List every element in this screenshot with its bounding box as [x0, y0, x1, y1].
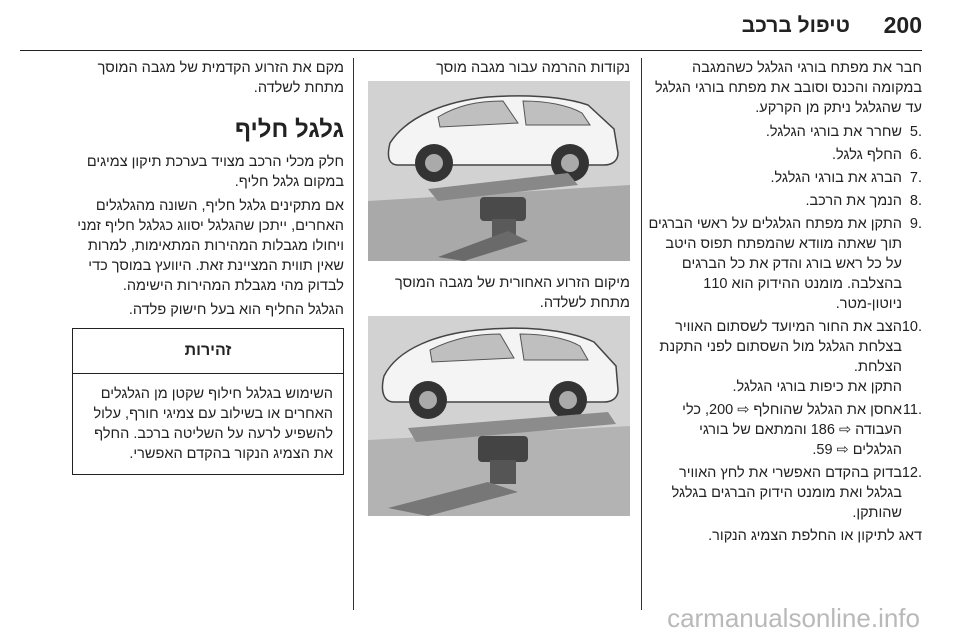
column-divider [641, 58, 642, 610]
middle-column [366, 58, 630, 528]
spare-para-1: חלק מכלי הרכב מצויד בערכת תיקון צמיגים במקום גלגל חליף. [86, 154, 344, 190]
step-item: 10. הצב את החור המיועד לשסתום האוויר בצלחת הגלגל מול השסתום לפני התקנת הצלחת. התקן את כיפות בורגי הגלגל. [659, 319, 922, 395]
right-column [646, 58, 922, 550]
front-lift-caption: מקם את הזרוע הקדמית של מגבה המוסך מתחת לשלדה. [97, 60, 344, 96]
closing-note: דאג לתיקון או החלפת הצמיג הנקור. [708, 528, 922, 544]
step-item: 12. בדוק בהקדם האפשרי את לחץ האוויר בגלגל ואת מומנט הידוק הברגים בגלגל שהותקן. [671, 465, 922, 521]
left-column [72, 58, 344, 475]
page-number: 200 [883, 12, 922, 38]
figure-rear-lift-point [368, 316, 630, 516]
step-item: 8. הנמך את הרכב. [805, 193, 922, 209]
watermark: carmanualsonline.info [667, 603, 920, 633]
caution-title: זהירות [73, 329, 343, 374]
column-divider [353, 58, 354, 610]
page-title: טיפול ברכב [741, 14, 850, 37]
step-item: 6. החלף גלגל. [832, 147, 922, 163]
instruction-intro: חבר את מפתח בורגי הגלגל כשהמגבה במקומה והכנס וסובב את מפתח בורגי הגלגל עד שהגלגל ניתק מן הקרקע. [654, 60, 922, 116]
caution-body: השימוש בגלגל חילוף שקטן מן הגלגלים האחרים או בשילוב עם צמיגי חורף, עלול להשפיע לרעה על השליטה ברכב. החלף את הצמיג הנקור בהקדם האפשרי. [93, 386, 333, 462]
step-item: 11. אחסן את הגלגל שהוחלף ⇨ 200, כלי העבודה ⇨ 186 והמתאם של בורגי הגלגלים ⇨ 59. [682, 402, 922, 458]
step-item: 9. התקן את מפתח הגלגלים על ראשי הברגים תוך שאתה מוודא שהמפתח תפוס היטב על כל ראש בורג והדק את כל הברגים בהצלבה. מומנט ההידוק הוא 110 ניוטון-מטר. [648, 216, 922, 312]
spare-para-3: הגלגל החליף הוא בעל חישוק פלדה. [128, 302, 344, 318]
figure-front-lift-point [368, 81, 630, 261]
figure-caption-rear: מיקום הזרוע האחורית של מגבה המוסך מתחת לשלדה. [395, 275, 630, 311]
step-item: 7. הברג את בורגי הגלגל. [770, 170, 922, 186]
car-rear-lift-illustration [368, 316, 630, 516]
spare-para-2: אם מתקינים גלגל חליף, השונה מהגלגלים האחרים, ייתכן שהגלגל יסווג כגלגל חליף זמני ויחולו מגבלות המהירות המתאימות, למרות שאין תווית המציינת זאת. היוועץ במוסך כדי לבדוק מהי מגבלת המהירות הישימה. [77, 198, 344, 294]
car-front-lift-illustration [368, 81, 630, 261]
header-rule [20, 50, 922, 51]
section-heading-lift-points: נקודות ההרמה עבור מגבה מוסך [436, 60, 630, 76]
page-header [0, 0, 960, 50]
step-list [646, 122, 922, 523]
section-title-spare-wheel: גלגל חליף [234, 116, 344, 143]
caution-box [72, 328, 344, 475]
step-item: 5. שחרר את בורגי הגלגל. [765, 124, 922, 140]
